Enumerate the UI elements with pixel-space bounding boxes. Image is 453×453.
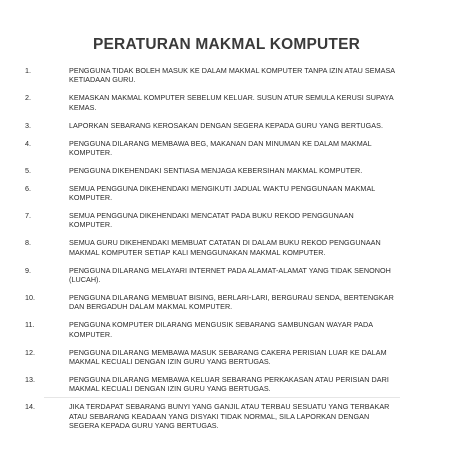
rule-text: PENGGUNA DILARANG MELAYARI INTERNET PADA ALAMAT-ALAMAT YANG TIDAK SENONOH (LUCAH). <box>69 265 391 285</box>
rule-number: 1. <box>25 66 31 75</box>
rule-text: PENGGUNA TIDAK BOLEH MASUK KE DALAM MAKMAL KOMPUTER TANPA IZIN ATAU SEMASA KETIADAAN GURU. <box>69 66 395 85</box>
rule-number: 12. <box>25 347 35 357</box>
rule-item <box>0 348 453 367</box>
rule-item <box>0 66 453 85</box>
rule-number: 4. <box>25 138 31 148</box>
rule-text: SEMUA PENGGUNA DIKEHENDAKI MENGIKUTI JADUAL WAKTU PENGGUNAAN MAKMAL KOMPUTER. <box>69 183 376 203</box>
rule-number: 2. <box>25 93 31 103</box>
rule-item <box>0 238 453 257</box>
rule-item <box>0 402 453 430</box>
rule-text: PENGGUNA DILARANG MEMBAWA MASUK SEBARANG CAKERA PERISIAN LUAR KE DALAM MAKMAL KECUALI DENGAN IZIN GURU YANG BERTUGAS. <box>69 347 387 367</box>
rule-item <box>0 166 453 175</box>
rules-list <box>0 66 453 439</box>
rule-text: PENGGUNA DIKEHENDAKI SENTIASA MENJAGA KEBERSIHAN MAKMAL KOMPUTER. <box>69 165 363 175</box>
rule-number: 3. <box>25 120 31 130</box>
rule-text: SEMUA GURU DIKEHENDAKI MEMBUAT CATATAN DI DALAM BUKU REKOD PENGGUNAAN MAKMAL KOMPUTER SETIAP KALI MENGGUNAKAN MAKMAL KOMPUTER. <box>69 238 381 257</box>
rule-item <box>0 293 453 312</box>
rule-text: LAPORKAN SEBARANG KEROSAKAN DENGAN SEGERA KEPADA GURU YANG BERTUGAS. <box>69 120 384 130</box>
rule-item <box>0 211 453 230</box>
rule-number: 13. <box>25 374 35 384</box>
rule-item <box>0 93 453 112</box>
rule-number: 7. <box>25 211 31 221</box>
rule-text: PENGGUNA DILARANG MEMBAWA BEG, MAKANAN DAN MINUMAN KE DALAM MAKMAL KOMPUTER. <box>69 138 372 157</box>
rule-text: KEMASKAN MAKMAL KOMPUTER SEBELUM KELUAR. SUSUN ATUR SEMULA KERUSI SUPAYA KEMAS. <box>69 93 394 112</box>
rule-item <box>0 139 453 158</box>
rule-item <box>0 121 453 130</box>
rule-text: PENGGUNA KOMPUTER DILARANG MENGUSIK SEBARANG SAMBUNGAN WAYAR PADA KOMPUTER. <box>69 320 373 339</box>
rule-number: 9. <box>25 265 31 275</box>
rule-number: 8. <box>25 238 31 248</box>
rule-text: SEMUA PENGGUNA DIKEHENDAKI MENCATAT PADA BUKU REKOD PENGGUNAAN KOMPUTER. <box>69 211 354 230</box>
rule-text: PENGGUNA DILARANG MEMBAWA KELUAR SEBARANG PERKAKASAN ATAU PERISIAN DARI MAKMAL KECUALI DENGAN IZIN GURU YANG BERTUGAS. <box>69 374 389 394</box>
rule-number: 5. <box>25 165 31 175</box>
rule-item <box>0 320 453 339</box>
rule-item <box>0 266 453 285</box>
rule-number: 10. <box>25 293 35 302</box>
rule-text: PENGGUNA DILARANG MEMBUAT BISING, BERLARI-LARI, BERGURAU SENDA, BERTENGKAR DAN BERGADUH DALAM MAKMAL KOMPUTER. <box>69 293 394 312</box>
rule-number: 14. <box>25 402 35 412</box>
rule-number: 11. <box>25 320 35 330</box>
bottom-divider <box>44 397 400 398</box>
rule-item <box>0 184 453 203</box>
document-title: PERATURAN MAKMAL KOMPUTER <box>92 36 361 53</box>
rule-item <box>0 375 453 394</box>
rule-number: 6. <box>25 183 31 193</box>
rule-text: JIKA TERDAPAT SEBARANG BUNYI YANG GANJIL ATAU TERBAU SESUATU YANG TERBAKAR ATAU SEBARANG KEADAAN YANG DISYAKI TIDAK NORMAL, SILA LAPORKAN DENGAN SEGERA KEPADA GURU YANG BERTUGAS. <box>69 402 390 431</box>
